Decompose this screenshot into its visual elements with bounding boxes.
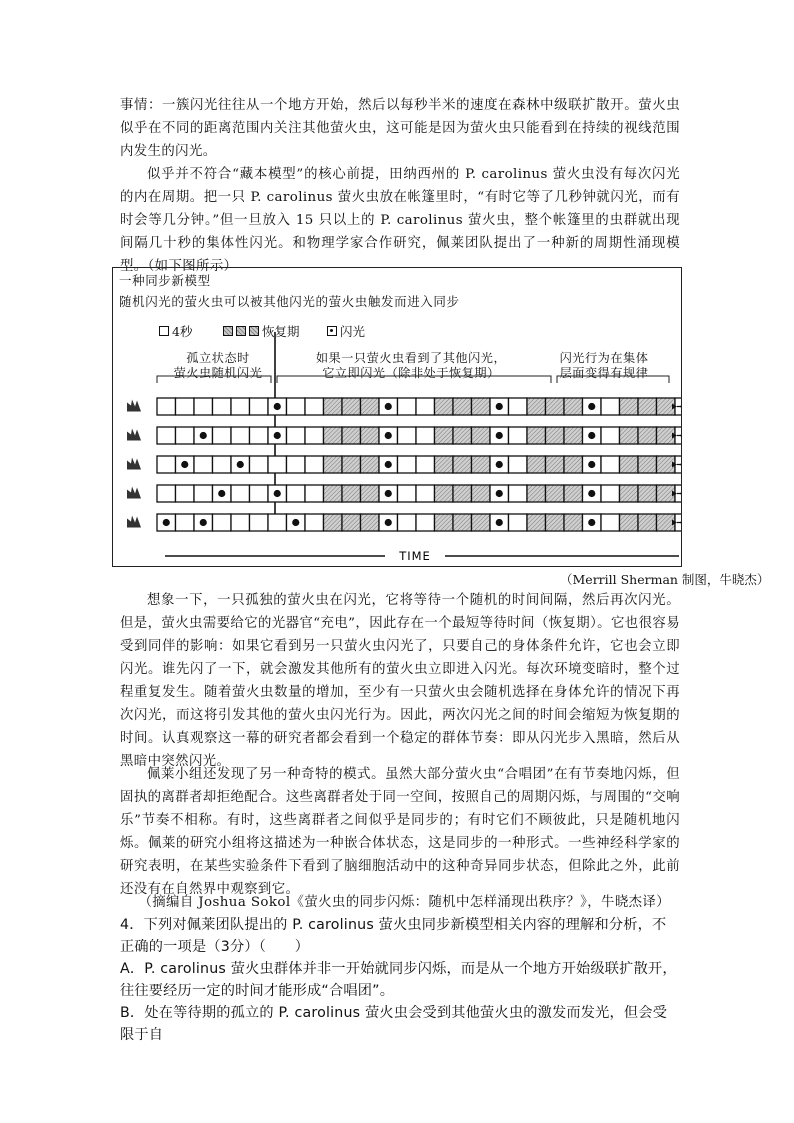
blank-cell bbox=[416, 427, 435, 444]
flash-dot bbox=[588, 403, 595, 410]
paragraph-3: 想象一下，一只孤独的萤火虫在闪光，它将等待一个随机的时间间隔，然后再次闪光。但是，萤火虫需要给它的光器官“充电”，因此存在一个最短等待时间（恢复期）。它也很容易受到同伴的影响：如果它看到另一只萤火虫闪光了，只要自己的身体条件允许，它也会立即闪光。谁先闪了一下，就会激发其他所有的萤火虫立即进入闪光。每次环境变暗时，整个过程重复发生。随着萤火虫数量的增加，至少有一只萤火虫会随机选择在身体允许的情况下再次闪光，而这将引发其他的萤火虫闪光行为。因此，两次闪光之间的时间会缩短为恢复期的时间。认真观察这一幕的研究者都会看到一个稳定的群体节奏：即从闪光步入黑暗，然后从黑暗中突然闪光。 bbox=[120, 593, 680, 769]
blank-cell bbox=[157, 456, 176, 473]
blank-cell bbox=[305, 398, 324, 415]
blank-cell bbox=[176, 427, 195, 444]
firefly-icon bbox=[127, 516, 141, 528]
recovery-cell bbox=[453, 427, 472, 444]
recovery-cell bbox=[620, 427, 639, 444]
blank-cell bbox=[250, 398, 269, 415]
flash-dot bbox=[496, 432, 503, 439]
recovery-cell bbox=[638, 456, 657, 473]
flash-dot bbox=[588, 461, 595, 468]
flash-dot bbox=[385, 461, 392, 468]
blank-cell bbox=[194, 456, 213, 473]
recovery-cell bbox=[564, 485, 583, 502]
recovery-cell bbox=[342, 456, 361, 473]
recovery-cell bbox=[342, 485, 361, 502]
recovery-cell bbox=[324, 514, 343, 531]
figure-subtitle: 随机闪光的萤火虫可以被其他闪光的萤火虫触发而进入同步 bbox=[119, 294, 460, 309]
blank-cell bbox=[250, 485, 269, 502]
legend-flash-label: 闪光 bbox=[340, 324, 366, 339]
flash-dot bbox=[200, 432, 207, 439]
recovery-cell bbox=[546, 456, 565, 473]
recovery-cell bbox=[472, 456, 491, 473]
recovery-cell bbox=[472, 398, 491, 415]
flash-dot bbox=[292, 519, 299, 526]
recovery-cell bbox=[342, 427, 361, 444]
blank-cell bbox=[194, 485, 213, 502]
recovery-cell bbox=[620, 485, 639, 502]
blank-cell bbox=[176, 485, 195, 502]
header-triggered-line2: 它立即闪光（除非处于恢复期） bbox=[322, 366, 500, 380]
blank-cell bbox=[213, 456, 232, 473]
blank-cell bbox=[305, 514, 324, 531]
blank-cell bbox=[509, 485, 528, 502]
blank-cell bbox=[509, 456, 528, 473]
recovery-cell bbox=[435, 456, 454, 473]
firefly-icon bbox=[127, 487, 141, 499]
recovery-cell bbox=[453, 514, 472, 531]
recovery-cell bbox=[435, 398, 454, 415]
recovery-cell bbox=[564, 514, 583, 531]
blank-cell bbox=[213, 514, 232, 531]
figure-credit: （Merrill Sherman 制图，牛晓杰） bbox=[560, 572, 770, 587]
header-collective-line2: 层面变得有规律 bbox=[559, 366, 649, 380]
recovery-cell bbox=[453, 398, 472, 415]
recovery-cell bbox=[620, 514, 639, 531]
flash-dot bbox=[274, 432, 281, 439]
blank-cell bbox=[213, 427, 232, 444]
blank-cell bbox=[416, 485, 435, 502]
blank-cell bbox=[231, 427, 250, 444]
blank-cell bbox=[250, 427, 269, 444]
flash-dot bbox=[588, 490, 595, 497]
blank-cell bbox=[509, 427, 528, 444]
paragraph-1: 事情：一簇闪光往往从一个地方开始，然后以每秒半米的速度在森林中级联扩散开。萤火虫似乎在不同的距离范围内关注其他萤火虫，这可能是因为萤火虫只能看到在持续的视线范围内发生的闪光。 bbox=[120, 98, 680, 159]
blank-cell bbox=[250, 456, 269, 473]
blank-cell bbox=[231, 485, 250, 502]
blank-cell bbox=[305, 456, 324, 473]
recovery-cell bbox=[472, 427, 491, 444]
flash-dot bbox=[274, 403, 281, 410]
firefly-row bbox=[127, 427, 681, 444]
source-citation: （摘编自 Joshua Sokol《萤火虫的同步闪烁：随机中怎样涌现出秩序？》，牛晓杰译） bbox=[138, 895, 670, 910]
header-isolated-line1: 孤立状态时 bbox=[186, 351, 250, 365]
recovery-cell bbox=[324, 427, 343, 444]
figure-title: 一种同步新模型 bbox=[119, 273, 211, 288]
recovery-cell bbox=[546, 485, 565, 502]
recovery-cell bbox=[453, 485, 472, 502]
flash-dot bbox=[385, 432, 392, 439]
recovery-cell bbox=[638, 427, 657, 444]
sync-model-figure bbox=[112, 267, 682, 567]
blank-cell bbox=[305, 427, 324, 444]
recovery-cell bbox=[361, 427, 380, 444]
blank-cell bbox=[157, 485, 176, 502]
recovery-cell bbox=[342, 514, 361, 531]
recovery-cell bbox=[472, 485, 491, 502]
flash-dot bbox=[274, 490, 281, 497]
recovery-cell bbox=[453, 456, 472, 473]
blank-cell bbox=[398, 398, 417, 415]
legend-recovery-label: 恢复期 bbox=[262, 324, 300, 339]
recovery-cell bbox=[638, 514, 657, 531]
flash-timeline-grid bbox=[113, 268, 681, 566]
flash-dot bbox=[588, 519, 595, 526]
legend-blank-label: 4秒 bbox=[172, 324, 193, 339]
blank-cell bbox=[305, 485, 324, 502]
blank-cell bbox=[268, 514, 287, 531]
blank-cell bbox=[509, 514, 528, 531]
recovery-cell bbox=[527, 427, 546, 444]
blank-cell bbox=[157, 398, 176, 415]
recovery-cell bbox=[620, 456, 639, 473]
blank-cell bbox=[416, 514, 435, 531]
blank-cell bbox=[416, 456, 435, 473]
blank-cell bbox=[287, 456, 306, 473]
blank-cell bbox=[231, 398, 250, 415]
blank-cell bbox=[398, 485, 417, 502]
firefly-row bbox=[127, 456, 681, 473]
time-axis-label: TIME bbox=[399, 549, 431, 563]
header-triggered-line1: 如果一只萤火虫看到了其他闪光， bbox=[315, 351, 507, 365]
recovery-cell bbox=[564, 456, 583, 473]
flash-dot bbox=[496, 461, 503, 468]
recovery-cell bbox=[564, 398, 583, 415]
recovery-cell bbox=[324, 398, 343, 415]
blank-cell bbox=[509, 398, 528, 415]
flash-dot bbox=[496, 519, 503, 526]
recovery-cell bbox=[638, 398, 657, 415]
firefly-row bbox=[127, 485, 681, 502]
blank-cell bbox=[213, 398, 232, 415]
blank-cell bbox=[398, 427, 417, 444]
firefly-icon bbox=[127, 429, 141, 441]
flash-dot bbox=[385, 519, 392, 526]
blank-cell bbox=[231, 514, 250, 531]
recovery-cell bbox=[546, 514, 565, 531]
option-b: B．处在等待期的孤立的 P. carolinus 萤火虫会受到其他萤火虫的激发而发光，但会受限于自 bbox=[120, 1005, 668, 1043]
header-isolated-line2: 萤火虫随机闪光 bbox=[173, 366, 263, 380]
blank-cell bbox=[601, 514, 620, 531]
flash-dot bbox=[385, 403, 392, 410]
blank-cell bbox=[287, 427, 306, 444]
recovery-cell bbox=[361, 456, 380, 473]
flash-dot bbox=[496, 403, 503, 410]
blank-cell bbox=[601, 456, 620, 473]
flash-dot bbox=[200, 519, 207, 526]
blank-cell bbox=[176, 514, 195, 531]
recovery-cell bbox=[361, 514, 380, 531]
flash-dot bbox=[385, 490, 392, 497]
recovery-cell bbox=[361, 398, 380, 415]
blank-cell bbox=[601, 427, 620, 444]
option-a: A．P. carolinus 萤火虫群体并非一开始就同步闪烁，而是从一个地方开始级联扩散开，往往要经历一定的时间才能形成“合唱团”。 bbox=[120, 961, 677, 999]
blank-cell bbox=[157, 427, 176, 444]
recovery-cell bbox=[527, 456, 546, 473]
firefly-icon bbox=[127, 400, 141, 412]
recovery-cell bbox=[546, 398, 565, 415]
firefly-row bbox=[127, 514, 681, 531]
recovery-cell bbox=[435, 427, 454, 444]
blank-cell bbox=[287, 398, 306, 415]
firefly-row bbox=[127, 398, 681, 415]
recovery-cell bbox=[620, 398, 639, 415]
blank-cell bbox=[287, 485, 306, 502]
recovery-cell bbox=[435, 485, 454, 502]
recovery-cell bbox=[564, 427, 583, 444]
blank-cell bbox=[601, 485, 620, 502]
recovery-cell bbox=[324, 485, 343, 502]
flash-dot bbox=[237, 461, 244, 468]
blank-cell bbox=[250, 514, 269, 531]
flash-dot bbox=[163, 519, 170, 526]
header-collective-line1: 闪光行为在集体 bbox=[559, 351, 649, 365]
recovery-cell bbox=[342, 398, 361, 415]
recovery-cell bbox=[527, 398, 546, 415]
blank-cell bbox=[194, 398, 213, 415]
blank-cell bbox=[398, 514, 417, 531]
recovery-cell bbox=[472, 514, 491, 531]
blank-cell bbox=[176, 398, 195, 415]
recovery-cell bbox=[435, 514, 454, 531]
flash-dot bbox=[496, 490, 503, 497]
recovery-cell bbox=[324, 456, 343, 473]
recovery-cell bbox=[638, 485, 657, 502]
firefly-icon bbox=[127, 458, 141, 470]
paragraph-4: 佩莱小组还发现了另一种奇特的模式。虽然大部分萤火虫“合唱团”在有节奏地闪烁，但固执的离群者却拒绝配合。这些离群者处于同一空间，按照自己的周期闪烁，与周围的“交响乐”节奏不相称。有时，这些离群者之间似乎是同步的；有时它们不顾彼此，只是随机地闪烁。佩莱的研究小组将这描述为一种嵌合体状态，这是同步的一种形式。一些神经科学家的研究表明，在某些实验条件下看到了脑细胞活动中的这种奇异同步状态，但除此之外，此前还没有在自然界中观察到它。 bbox=[120, 767, 680, 897]
blank-cell bbox=[601, 398, 620, 415]
blank-cell bbox=[268, 456, 287, 473]
question-stem: 4．下列对佩莱团队提出的 P. carolinus 萤火虫同步新模型相关内容的理解和分析，不正确的一项是（3分）（ ） bbox=[120, 917, 667, 955]
flash-dot bbox=[588, 432, 595, 439]
flash-dot bbox=[181, 461, 188, 468]
blank-cell bbox=[416, 398, 435, 415]
recovery-cell bbox=[546, 427, 565, 444]
blank-cell bbox=[398, 456, 417, 473]
recovery-cell bbox=[527, 514, 546, 531]
header-brackets bbox=[157, 376, 669, 383]
flash-dot bbox=[218, 490, 225, 497]
paragraph-2: 似乎并不符合“藏本模型”的核心前提，田纳西州的 P. carolinus 萤火虫没有每次闪光的内在周期。把一只 P. carolinus 萤火虫放在帐篷里时，“有时它等了几秒钟就闪光，而有时会等几分钟。”但一旦放入 15 只以上的 P. carolinus 萤火虫，整个帐篷里的虫群就出现间隔几十秒的集体性闪光。和物理学家合作研究，佩莱团队提出了一种新的周期性涌现模型。（如下图所示） bbox=[120, 167, 680, 274]
recovery-cell bbox=[361, 485, 380, 502]
recovery-cell bbox=[527, 485, 546, 502]
